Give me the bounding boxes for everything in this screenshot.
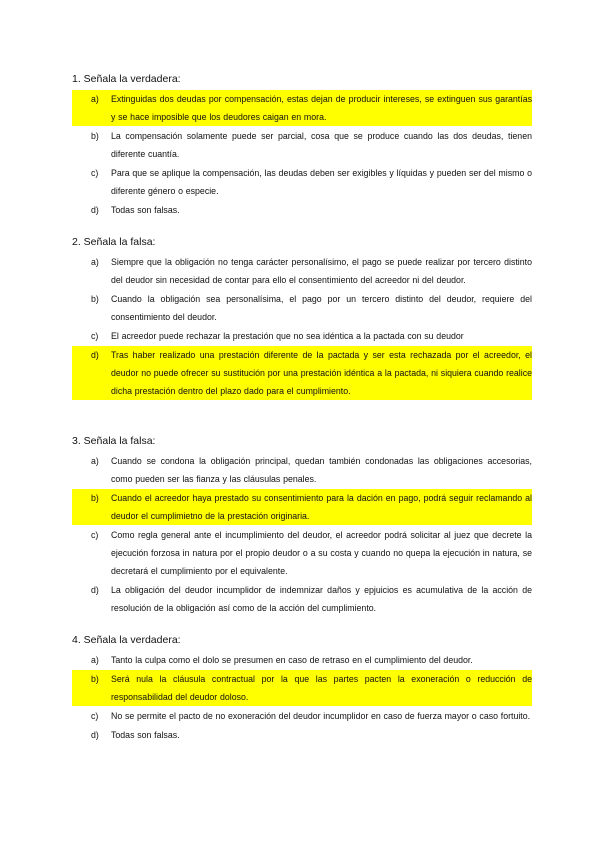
option-text: Todas son falsas. (111, 205, 180, 215)
option-letter: c) (91, 530, 99, 540)
option-text: Extinguidas dos deudas por compensación, estas dejan de producir intereses, se extinguen sus garantías y se hace imposible que los deudores caigan en mora. (111, 90, 532, 126)
option-b (72, 290, 532, 326)
option-a (72, 452, 532, 488)
question-title: 2. Señala la falsa: (72, 236, 156, 248)
option-letter: b) (72, 489, 111, 525)
option-text: Tras haber realizado una prestación diferente de la pactada y ser esta rechazada por el acreedor, el deudor no puede ofrecer su sustitución por una prestación idéntica a la pactada, ni siquiera cuando realice dicha prestación dentro del plazo dado para el cumplimiento. (111, 346, 532, 400)
option-letter: b) (72, 670, 111, 706)
option-letter: a) (91, 456, 99, 466)
option-text: El acreedor puede rechazar la prestación que no sea idéntica a la pactada con su deudor (111, 331, 464, 341)
option-text: Para que se aplique la compensación, las deudas deben ser exigibles y líquidas y pueden ser del mismo o diferente género o especie. (111, 168, 532, 196)
question-title: 1. Señala la verdadera: (72, 73, 181, 85)
question-1 (72, 70, 532, 220)
option-text: Cuando se condona la obligación principal, quedan también condonadas las obligaciones accesorias, como pueden ser las fianza y las cláusulas penales. (111, 456, 532, 484)
option-letter: b) (91, 294, 99, 304)
option-letter: c) (91, 168, 99, 178)
option-c (72, 327, 532, 345)
option-text: Cuando la obligación sea personalísima, el pago por un tercero distinto del deudor, requiere del consentimiento del deudor. (111, 294, 532, 322)
option-letter: a) (91, 655, 99, 665)
option-text: Tanto la culpa como el dolo se presumen en caso de retraso en el cumplimiento del deudor. (111, 655, 473, 665)
option-letter: c) (91, 331, 99, 341)
question-title: 3. Señala la falsa: (72, 435, 156, 447)
question-4 (72, 631, 532, 745)
option-text: Todas son falsas. (111, 730, 180, 740)
option-text: Siempre que la obligación no tenga carácter personalísimo, el pago se puede realizar por tercero distinto del deudor sin necesidad de contar para ello el consentimiento del acreedor ni del deudor. (111, 257, 532, 285)
option-a (72, 651, 532, 669)
option-b (72, 127, 532, 163)
option-text: La compensación solamente puede ser parcial, cosa que se produce cuando las dos deudas, tienen diferente cuantía. (111, 131, 532, 159)
option-d (72, 726, 532, 744)
question-2 (72, 233, 532, 401)
option-text: La obligación del deudor incumplidor de indemnizar daños y ерjuicios es acumulativa de la acción de resolución de la obligación así como de la acción del cumplimiento. (111, 585, 532, 613)
option-a (72, 90, 532, 126)
option-letter: a) (91, 257, 99, 267)
option-text: Será nula la cláusula contractual por la que las partes pacten la exoneración o reducción de responsabilidad del deudor doloso. (111, 670, 532, 706)
option-c (72, 526, 532, 580)
option-text: Como regla general ante el incumplimiento del deudor, el acreedor podrá solicitar al juez que decrete la ejecución forzosa in natura por el propio deudor o a su costa y cuando no quepa la ejecución in natura, se decretará el cumplimiento por el equivalente. (111, 530, 532, 576)
option-letter: c) (91, 711, 99, 721)
option-d (72, 346, 532, 400)
question-3 (72, 432, 532, 618)
option-c (72, 707, 532, 725)
option-d (72, 581, 532, 617)
option-a (72, 253, 532, 289)
option-text: No se permite el pacto de no exoneración del deudor incumplidor en caso de fuerza mayor o caso fortuito. (111, 711, 531, 721)
option-letter: d) (91, 205, 99, 215)
option-letter: d) (91, 730, 99, 740)
option-letter: d) (72, 346, 111, 400)
option-letter: a) (72, 90, 111, 126)
option-c (72, 164, 532, 200)
option-text: Cuando el acreedor haya prestado su consentimiento para la dación en pago, podrá seguir reclamando al deudor el cumplimietno de la prestación originaria. (111, 489, 532, 525)
question-title: 4. Señala la verdadera: (72, 634, 181, 646)
option-b (72, 489, 532, 525)
option-letter: d) (91, 585, 99, 595)
option-d (72, 201, 532, 219)
option-b (72, 670, 532, 706)
option-letter: b) (91, 131, 99, 141)
